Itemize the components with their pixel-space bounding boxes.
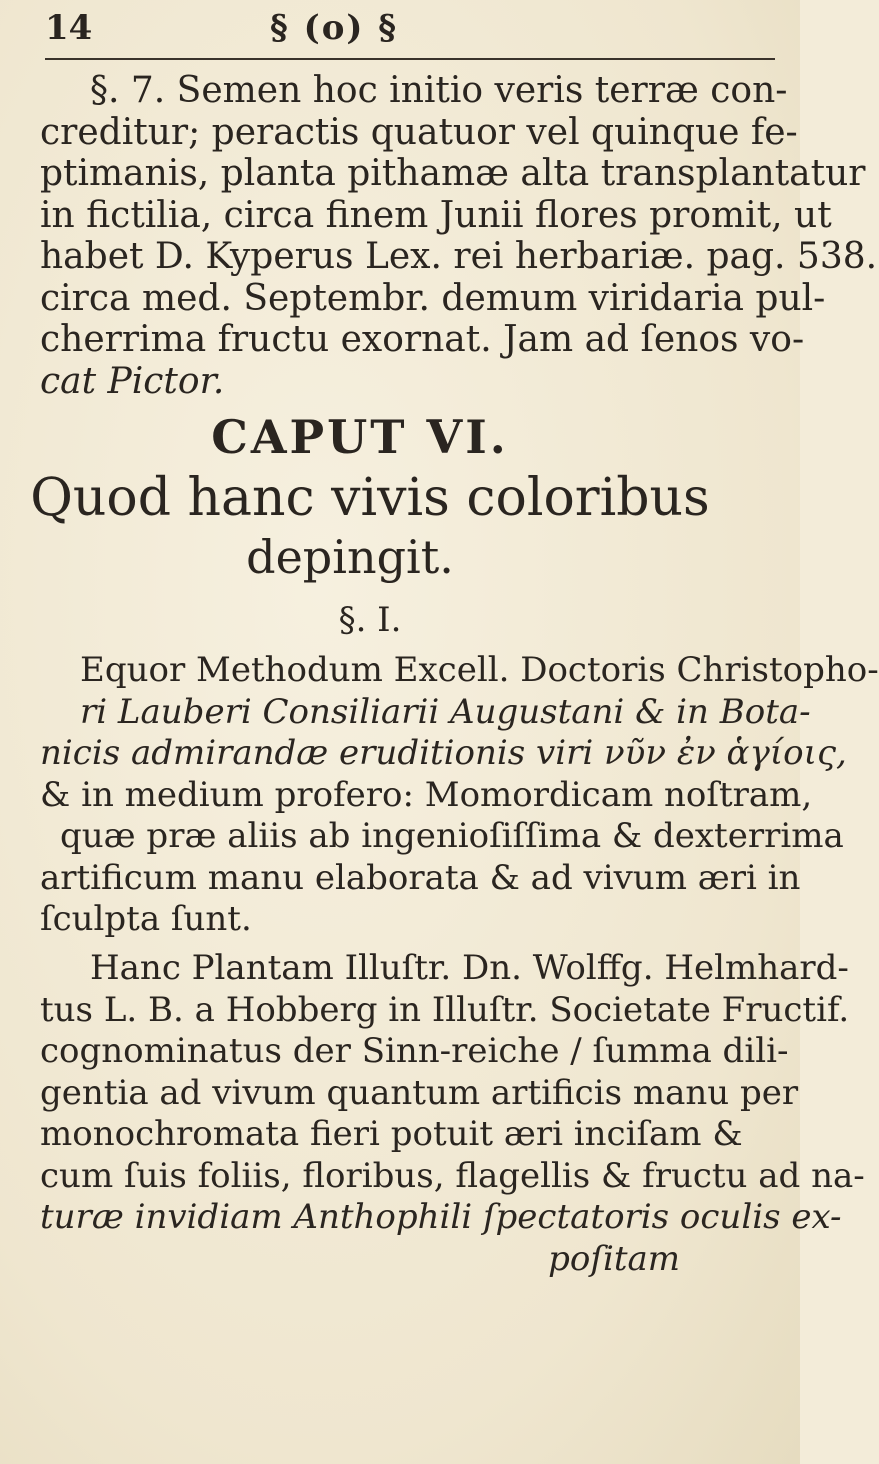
text-line: monochromata fieri potuit æri inciſam & xyxy=(40,1114,743,1154)
text-line: creditur; peractis quatuor vel quinque fe- xyxy=(40,111,798,153)
text-line: ſculpta ſunt. xyxy=(40,899,252,939)
text-line: turæ invidiam Anthophili ſpectatoris oculis ex- xyxy=(40,1197,842,1237)
text-line: tus L. B. a Hobberg in Illuſtr. Societate Fructif. xyxy=(40,989,850,1030)
text-line: quæ præ aliis ab ingenioſiſſima & dexterrima xyxy=(60,816,844,856)
chapter-number: CAPUT VI. xyxy=(211,410,509,464)
text-line: cum ſuis foliis, floribus, flagellis & fructu ad na- xyxy=(40,1155,865,1196)
chapter-title-line-2: depingit. xyxy=(246,530,454,584)
paragraph-2 xyxy=(40,650,879,941)
text-line: poſitam xyxy=(548,1238,680,1279)
text-line: cat Pictor. xyxy=(40,360,225,402)
text-line: artificum manu elaborata & ad vivum æri in xyxy=(40,857,801,898)
text-line: nicis admirandæ eruditionis viri νῦν ἐν ἁγίοις, xyxy=(40,733,847,773)
text-line: cherrima fructu exornat. Jam ad ſenos vo- xyxy=(40,319,805,360)
text-line: §. 7. Semen hoc initio veris terræ con- xyxy=(90,70,788,111)
signature-mark: § (o) § xyxy=(270,8,399,48)
chapter-title-line-1: Quod hanc vivis coloribus xyxy=(30,468,710,528)
text-line: Hanc Plantam Illuſtr. Dn. Wolffg. Helmhard- xyxy=(90,948,849,988)
text-line: Equor Methodum Excell. Doctoris Christopho- xyxy=(80,650,879,690)
text-line: gentia ad vivum quantum artificis manu per xyxy=(40,1072,799,1113)
header-rule xyxy=(45,58,775,60)
paragraph-1 xyxy=(40,70,878,402)
paragraph-3 xyxy=(40,948,865,1280)
text-line: ri Lauberi Consiliarii Augustani & in Bota- xyxy=(80,691,811,732)
text-line: habet D. Kyperus Lex. rei herbariæ. pag. 538. xyxy=(40,236,878,277)
text-line: circa med. Septembr. demum viridaria pul- xyxy=(40,277,826,319)
text-line: cognominatus der Sinn-reiche / ſumma dili- xyxy=(40,1031,789,1071)
page-header xyxy=(45,8,765,52)
text-line: ptimanis, planta pithamæ alta transplantatur xyxy=(40,153,866,194)
text-line: & in medium profero: Momordicam noſtram, xyxy=(40,774,813,815)
section-number: §. I. xyxy=(338,600,402,640)
page-number: 14 xyxy=(45,8,93,48)
text-line: in fictilia, circa finem Junii flores promit, ut xyxy=(40,194,832,236)
